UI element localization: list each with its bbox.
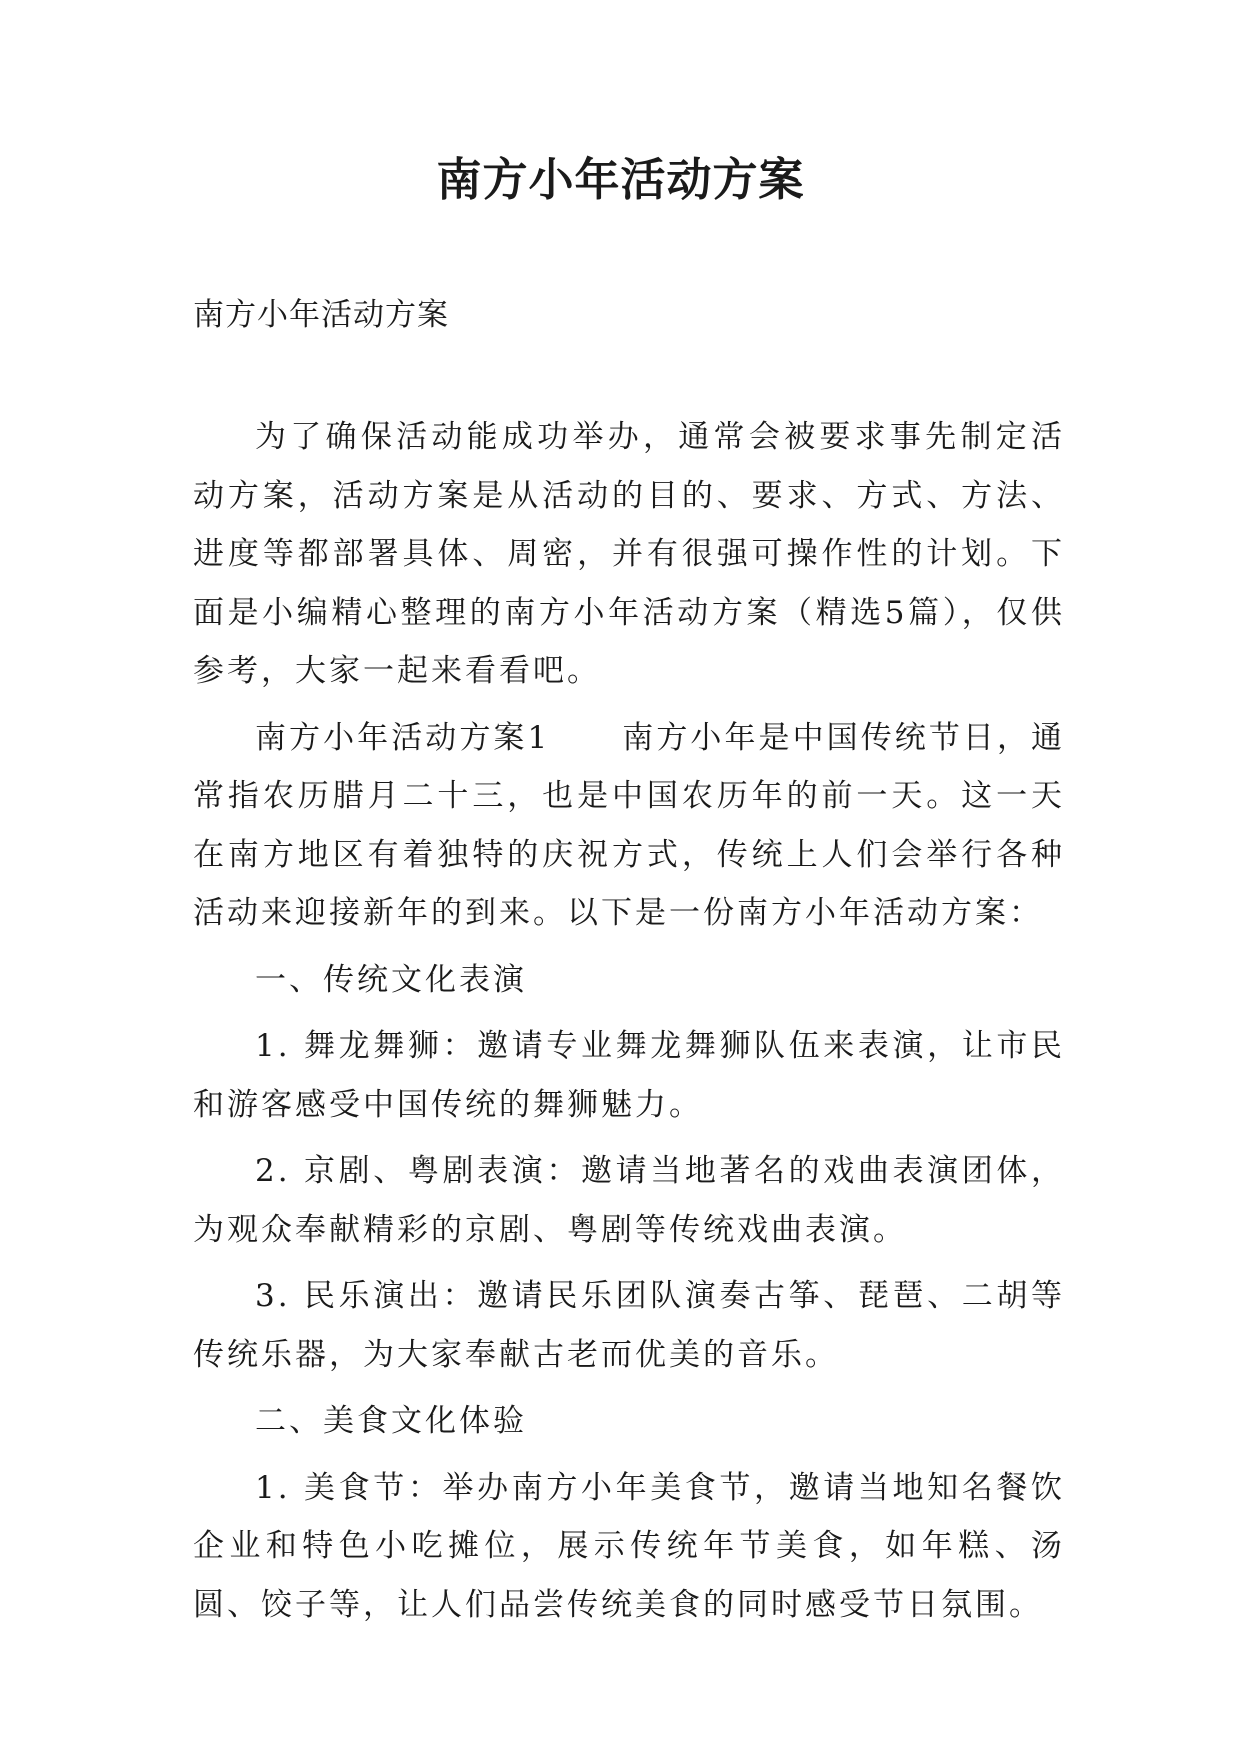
list-item-folk-music: 3. 民乐演出：邀请民乐团队演奏古筝、琵琶、二胡等传统乐器，为大家奉献古老而优美的音乐。 [193,1278,1065,1373]
intro-paragraph: 为了确保活动能成功举办，通常会被要求事先制定活动方案，活动方案是从活动的目的、要求、方式、方法、进度等都部署具体、周密，并有很强可操作性的计划。下面是小编精心整理的南方小年活动方案（精选5篇），仅供参考，大家一起来看看吧。 [193,419,1065,689]
document-title: 南方小年活动方案 [436,153,805,206]
document-body [193,408,1065,1642]
list-item-food-festival: 1. 美食节：举办南方小年美食节，邀请当地知名餐饮企业和特色小吃摊位，展示传统年节美食，如年糕、汤圆、饺子等，让人们品尝传统美食的同时感受节日氛围。 [193,1469,1065,1623]
list-item-dragon-lion-dance: 1. 舞龙舞狮：邀请专业舞龙舞狮队伍来表演，让市民和游客感受中国传统的舞狮魅力。 [193,1028,1065,1123]
plan1-heading: 南方小年活动方案1 [255,719,551,756]
document-subtitle: 南方小年活动方案 [193,297,449,333]
section-heading-food: 二、美食文化体验 [255,1403,527,1439]
list-item-opera: 2. 京剧、粤剧表演：邀请当地著名的戏曲表演团体，为观众奉献精彩的京剧、粤剧等传统戏曲表演。 [193,1153,1065,1248]
plan1-paragraph [193,709,1065,943]
section-heading-culture: 一、传统文化表演 [255,961,527,998]
plan1-lead-text: 南方小年是中国传统节日，通常指农历腊月二十三，也是中国农历年的前一天。这一天在南方地区有着独特的庆祝方式，传统上人们会举行各种活动来迎接新年的到来。以下是一份南方小年活动方案： [193,719,1066,931]
